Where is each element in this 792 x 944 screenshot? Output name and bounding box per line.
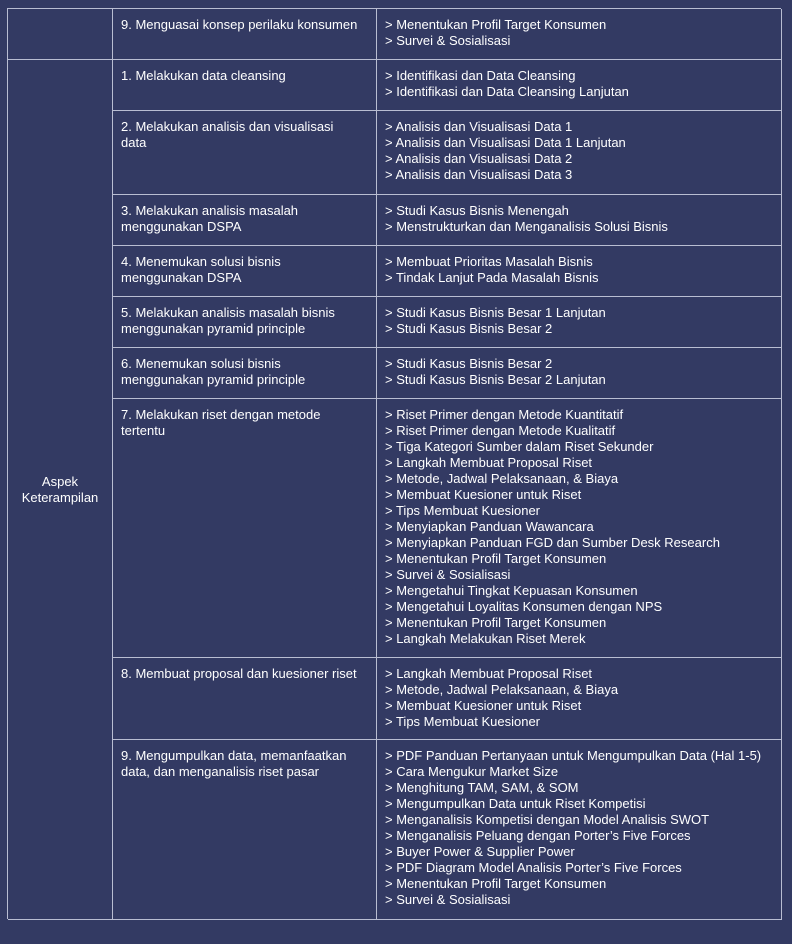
competency-cell [113, 399, 377, 658]
competency-text: tertentu [121, 423, 166, 438]
competency-text: menggunakan pyramid principle [121, 372, 306, 387]
competency-cell [113, 297, 377, 348]
competency-text: 7. Melakukan riset dengan metode [121, 407, 321, 422]
competency-text: 8. Membuat proposal dan kuesioner riset [121, 666, 357, 681]
material-item: > Menentukan Profil Target Konsumen [385, 551, 607, 566]
materials-cell [377, 658, 782, 740]
material-item: > Analisis dan Visualisasi Data 1 [385, 119, 573, 134]
competency-text: 9. Mengumpulkan data, memanfaatkan [121, 748, 347, 763]
material-item: > Tindak Lanjut Pada Masalah Bisnis [385, 270, 599, 285]
materials-cell [377, 348, 782, 399]
material-item: > Analisis dan Visualisasi Data 2 [385, 151, 573, 166]
material-item: > Langkah Melakukan Riset Merek [385, 631, 586, 646]
material-item: > Identifikasi dan Data Cleansing Lanjutan [385, 84, 629, 99]
material-item: > Metode, Jadwal Pelaksanaan, & Biaya [385, 471, 619, 486]
material-item: > Buyer Power & Supplier Power [385, 844, 575, 859]
material-item: > Studi Kasus Bisnis Besar 2 Lanjutan [385, 372, 606, 387]
materials-cell [377, 246, 782, 297]
competency-text: 5. Melakukan analisis masalah bisnis [121, 305, 335, 320]
competency-text: 6. Menemukan solusi bisnis [121, 356, 281, 371]
competency-text: data, dan menganalisis riset pasar [121, 764, 320, 779]
competency-text: menggunakan DSPA [121, 270, 242, 285]
competency-cell [113, 658, 377, 740]
material-item: > Menentukan Profil Target Konsumen [385, 615, 607, 630]
material-item: > Menyiapkan Panduan FGD dan Sumber Desk Research [385, 535, 720, 550]
material-item: > Menentukan Profil Target Konsumen [385, 876, 607, 891]
material-item: > Cara Mengukur Market Size [385, 764, 559, 779]
material-item: > Studi Kasus Bisnis Besar 2 [385, 356, 553, 371]
material-item: > Survei & Sosialisasi [385, 892, 511, 907]
material-item: > Studi Kasus Bisnis Menengah [385, 203, 569, 218]
material-item: > Survei & Sosialisasi [385, 567, 511, 582]
competency-cell [113, 9, 377, 60]
competency-cell [113, 246, 377, 297]
material-item: > Menghitung TAM, SAM, & SOM [385, 780, 579, 795]
competency-cell [113, 195, 377, 246]
competency-text: data [121, 135, 147, 150]
material-item: > Metode, Jadwal Pelaksanaan, & Biaya [385, 682, 619, 697]
material-item: > Tiga Kategori Sumber dalam Riset Sekunder [385, 439, 654, 454]
material-item: > PDF Diagram Model Analisis Porter’s Five Forces [385, 860, 682, 875]
material-item: > PDF Panduan Pertanyaan untuk Mengumpulkan Data (Hal 1-5) [385, 748, 762, 763]
competency-cell [113, 60, 377, 111]
materials-cell [377, 60, 782, 111]
materials-cell [377, 9, 782, 60]
curriculum-table [7, 8, 781, 919]
competency-text: 4. Menemukan solusi bisnis [121, 254, 281, 269]
competency-cell [113, 111, 377, 195]
competency-text: 2. Melakukan analisis dan visualisasi [121, 119, 334, 134]
material-item: > Menyiapkan Panduan Wawancara [385, 519, 594, 534]
material-item: > Riset Primer dengan Metode Kuantitatif [385, 407, 624, 422]
material-item: > Studi Kasus Bisnis Besar 2 [385, 321, 553, 336]
material-item: > Membuat Prioritas Masalah Bisnis [385, 254, 593, 269]
material-item: > Langkah Membuat Proposal Riset [385, 666, 593, 681]
materials-cell [377, 740, 782, 920]
aspect-label: Aspek Keterampilan [21, 473, 99, 505]
material-item: > Riset Primer dengan Metode Kualitatif [385, 423, 616, 438]
material-item: > Membuat Kuesioner untuk Riset [385, 487, 582, 502]
competency-cell [113, 348, 377, 399]
material-item: > Tips Membuat Kuesioner [385, 714, 540, 729]
material-item: > Langkah Membuat Proposal Riset [385, 455, 593, 470]
material-item: > Membuat Kuesioner untuk Riset [385, 698, 582, 713]
aspect-label-cell [8, 60, 113, 920]
material-item: > Menstrukturkan dan Menganalisis Solusi Bisnis [385, 219, 668, 234]
material-item: > Mengumpulkan Data untuk Riset Kompetisi [385, 796, 646, 811]
competency-text: menggunakan pyramid principle [121, 321, 306, 336]
material-item: > Mengetahui Loyalitas Konsumen dengan NPS [385, 599, 663, 614]
material-item: > Mengetahui Tingkat Kepuasan Konsumen [385, 583, 638, 598]
material-item: > Menganalisis Kompetisi dengan Model Analisis SWOT [385, 812, 710, 827]
material-item: > Menentukan Profil Target Konsumen [385, 17, 607, 32]
materials-cell [377, 297, 782, 348]
material-item: > Tips Membuat Kuesioner [385, 503, 540, 518]
material-item: > Menganalisis Peluang dengan Porter’s Five Forces [385, 828, 691, 843]
competency-text: 1. Melakukan data cleansing [121, 68, 286, 83]
aspect-cell-empty [8, 9, 113, 60]
material-item: > Survei & Sosialisasi [385, 33, 511, 48]
materials-cell [377, 195, 782, 246]
material-item: > Analisis dan Visualisasi Data 1 Lanjutan [385, 135, 626, 150]
materials-cell [377, 399, 782, 658]
material-item: > Identifikasi dan Data Cleansing [385, 68, 576, 83]
competency-text: 3. Melakukan analisis masalah [121, 203, 299, 218]
competency-cell [113, 740, 377, 920]
competency-text: menggunakan DSPA [121, 219, 242, 234]
material-item: > Analisis dan Visualisasi Data 3 [385, 167, 573, 182]
material-item: > Studi Kasus Bisnis Besar 1 Lanjutan [385, 305, 606, 320]
competency-text: 9. Menguasai konsep perilaku konsumen [121, 17, 358, 32]
materials-cell [377, 111, 782, 195]
